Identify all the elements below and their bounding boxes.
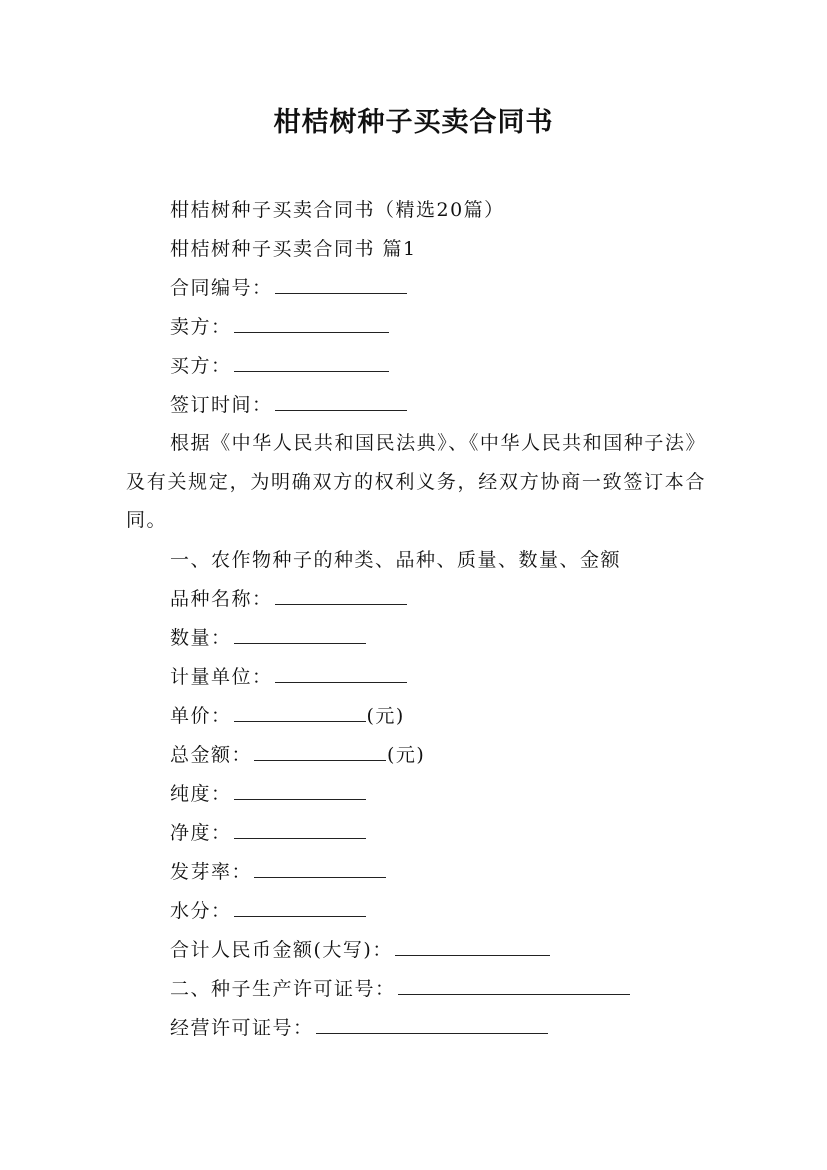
business-license-field xyxy=(170,1016,548,1040)
business-license-blank xyxy=(316,1016,548,1034)
contract-no-blank xyxy=(275,276,407,294)
unit-label: 计量单位： xyxy=(170,666,273,688)
moisture-label: 水分： xyxy=(170,900,232,922)
business-license-label: 经营许可证号： xyxy=(170,1017,314,1039)
production-license-field xyxy=(170,977,630,1001)
unit-price-field xyxy=(170,704,405,728)
production-license-blank xyxy=(398,977,630,995)
total-amount-blank xyxy=(254,743,386,761)
total-rmb-blank xyxy=(395,938,550,956)
quantity-label: 数量： xyxy=(170,627,232,649)
purity-field xyxy=(170,782,366,806)
buyer-field xyxy=(170,354,389,378)
moisture-field xyxy=(170,899,366,923)
seller-label: 卖方： xyxy=(170,316,232,338)
unit-price-suffix: (元) xyxy=(366,705,405,727)
buyer-blank xyxy=(234,354,389,372)
seller-field xyxy=(170,315,389,339)
quantity-blank xyxy=(234,626,366,644)
cleanliness-field xyxy=(170,821,366,845)
intro-paragraph: 根据《中华人民共和国民法典》、《中华人民共和国种子法》及有关规定，为明确双方的权利义务，经双方协商一致签订本合同。 xyxy=(126,432,706,532)
germination-blank xyxy=(254,860,386,878)
contract-no-field xyxy=(170,276,407,300)
moisture-blank xyxy=(234,899,366,917)
total-amount-suffix: (元) xyxy=(387,744,426,766)
purity-blank xyxy=(234,782,366,800)
quantity-field xyxy=(170,626,366,650)
section1-heading: 一、农作物种子的种类、品种、质量、数量、金额 xyxy=(170,549,622,571)
variety-name-label: 品种名称： xyxy=(170,588,273,610)
document-subtitle: 柑桔树种子买卖合同书（精选20篇） xyxy=(170,199,505,221)
total-rmb-label: 合计人民币金额(大写)： xyxy=(170,939,393,961)
buyer-label: 买方： xyxy=(170,355,232,377)
germination-label: 发芽率： xyxy=(170,861,253,883)
contract-no-label: 合同编号： xyxy=(170,277,273,299)
cleanliness-label: 净度： xyxy=(170,822,232,844)
sign-time-label: 签订时间： xyxy=(170,394,273,416)
document-title: 柑桔树种子买卖合同书 xyxy=(273,107,554,138)
unit-blank xyxy=(275,665,407,683)
unit-field xyxy=(170,665,407,689)
unit-price-label: 单价： xyxy=(170,705,232,727)
sign-time-field xyxy=(170,393,407,417)
seller-blank xyxy=(234,315,389,333)
total-amount-label: 总金额： xyxy=(170,744,253,766)
total-rmb-field xyxy=(170,938,550,962)
purity-label: 纯度： xyxy=(170,783,232,805)
article-heading: 柑桔树种子买卖合同书 篇1 xyxy=(170,238,417,260)
variety-name-blank xyxy=(275,587,407,605)
production-license-label: 二、种子生产许可证号： xyxy=(170,978,396,1000)
total-amount-field xyxy=(170,743,425,767)
germination-field xyxy=(170,860,386,884)
variety-name-field xyxy=(170,587,407,611)
sign-time-blank xyxy=(275,393,407,411)
cleanliness-blank xyxy=(234,821,366,839)
unit-price-blank xyxy=(234,704,366,722)
